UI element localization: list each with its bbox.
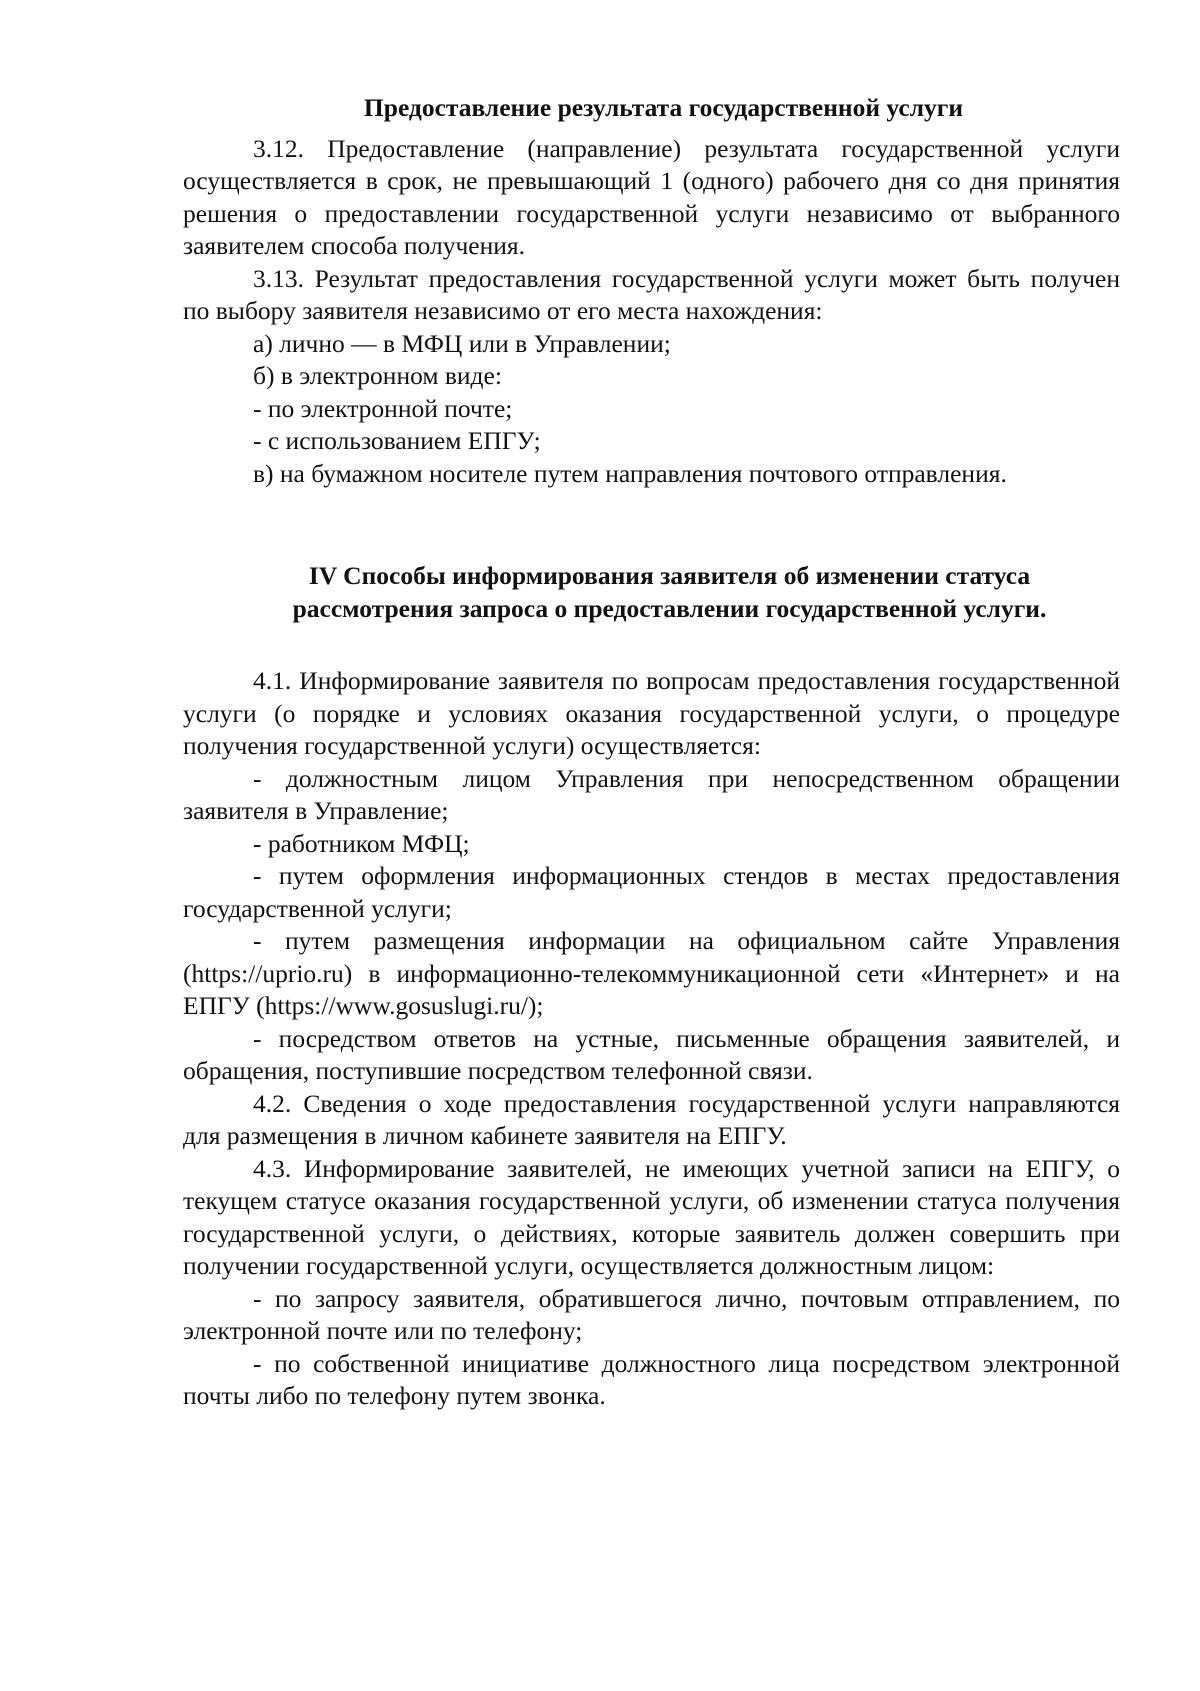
list-item-v: в) на бумажном носителе путем направления почтового отправления. [253, 458, 1007, 488]
list-item-initiative: - по собственной инициативе должностного лица посредством электронной почты либо по телефону путем звонка. [183, 1348, 1120, 1410]
list-item-mfc-worker: - работником МФЦ; [253, 828, 470, 858]
list-item-epgu: - с использованием ЕПГУ; [253, 426, 541, 455]
list-item-official: - должностным лицом Управления при непосредственном обращении заявителя в Управление; [183, 763, 1120, 825]
paragraph-3-13: 3.13. Результат предоставления государственной услуги может быть получен по выбору заявителя независимо от его места нахождения: [183, 263, 1120, 325]
paragraph-3-12: 3.12. Предоставление (направление) результата государственной услуги осуществляется в срок, не превышающий 1 (одного) рабочего дня со дня принятия решения о предоставлении государственной услуги независимо от выбранного заявителем способа получения. [183, 133, 1120, 260]
list-item-website: - путем размещения информации на официальном сайте Управления (https://uprio.ru) в информационно-телекоммуникационной сети «Интернет» и на ЕПГУ (https://www.gosuslugi.ru/); [183, 926, 1120, 1020]
list-item-email: - по электронной почте; [253, 393, 513, 423]
section-4-heading-line-1: IV Способы информирования заявителя об изменении статуса [308, 561, 1031, 590]
list-item-b: б) в электронном виде: [253, 361, 502, 390]
list-item-request: - по запросу заявителя, обратившегося лично, почтовым отправлением, по электронной почте или по телефону; [183, 1283, 1120, 1345]
paragraph-4-2: 4.2. Сведения о ходе предоставления государственной услуги направляются для размещения в личном кабинете заявителя на ЕПГУ. [183, 1088, 1120, 1150]
list-item-a: а) лично — в МФЦ или в Управлении; [253, 328, 671, 358]
section-4-heading-line-2: рассмотрения запроса о предоставлении государственной услуги. [292, 593, 1047, 623]
paragraph-4-3: 4.3. Информирование заявителей, не имеющих учетной записи на ЕПГУ, о текущем статусе оказания государственной услуги, об изменении статуса получения государственной услуги, о действиях, которые заявитель должен совершить при получении государственной услуги, осуществляется должностным лицом: [183, 1153, 1120, 1280]
document-body [183, 92, 1120, 1413]
list-item-stands: - путем оформления информационных стендов в местах предоставления государственной услуги; [183, 861, 1120, 923]
section-3-heading: Предоставление результата государственной услуги [363, 93, 964, 122]
list-item-responses: - посредством ответов на устные, письменные обращения заявителей, и обращения, поступившие посредством телефонной связи. [183, 1023, 1120, 1085]
section-4-heading [219, 560, 1120, 625]
paragraph-4-1: 4.1. Информирование заявителя по вопросам предоставления государственной услуги (о порядке и условиях оказания государственной услуги, о процедуре получения государственной услуги) осуществляется: [183, 666, 1120, 760]
